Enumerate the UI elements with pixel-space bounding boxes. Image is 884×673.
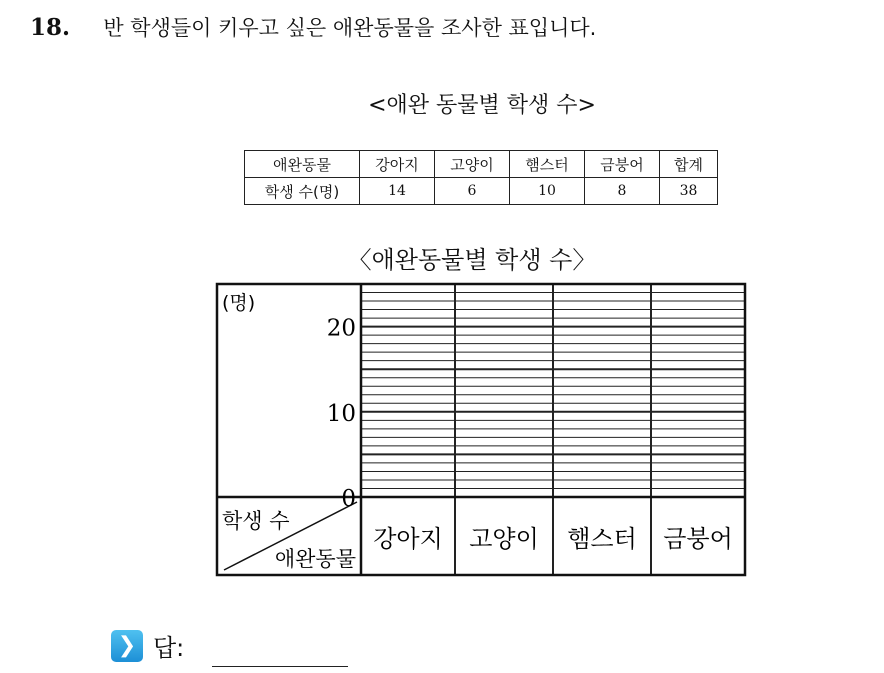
answer-row — [111, 628, 184, 663]
table-header-cell: 고양이 — [435, 151, 510, 178]
table-header-cell: 애완동물 — [245, 151, 360, 178]
category-label: 강아지 — [373, 525, 443, 553]
table-cell: 학생 수(명) — [245, 178, 360, 205]
chevron-right-icon: ❯ — [111, 630, 143, 662]
chart-title: 〈애완동물별 학생 수〉 — [347, 246, 597, 274]
answer-label: 답: — [153, 634, 185, 662]
corner-label-bottom: 애완동물 — [274, 547, 356, 571]
table-cell: 38 — [660, 178, 718, 205]
unit-label: (명) — [222, 292, 256, 314]
table-cell: 14 — [360, 178, 435, 205]
question-text: 반 학생들이 키우고 싶은 애완동물을 조사한 표입니다. — [103, 16, 597, 40]
table-cell: 6 — [435, 178, 510, 205]
category-label: 햄스터 — [567, 525, 637, 553]
answer-blank[interactable] — [212, 666, 348, 667]
y-tick-label: 0 — [341, 486, 356, 512]
question-number: 18. — [30, 14, 71, 41]
table-header-cell: 강아지 — [360, 151, 435, 178]
table-header-cell: 금붕어 — [585, 151, 660, 178]
category-label: 금붕어 — [663, 525, 733, 553]
table-cell: 8 — [585, 178, 660, 205]
corner-label-top: 학생 수 — [222, 509, 290, 533]
table-header-cell: 합계 — [660, 151, 718, 178]
category-label: 고양이 — [469, 525, 539, 553]
y-tick-label: 10 — [326, 400, 356, 427]
table-header-cell: 햄스터 — [510, 151, 585, 178]
y-tick-label: 20 — [326, 315, 356, 342]
table-cell: 10 — [510, 178, 585, 205]
table-caption: <애완 동물별 학생 수> — [368, 93, 596, 118]
